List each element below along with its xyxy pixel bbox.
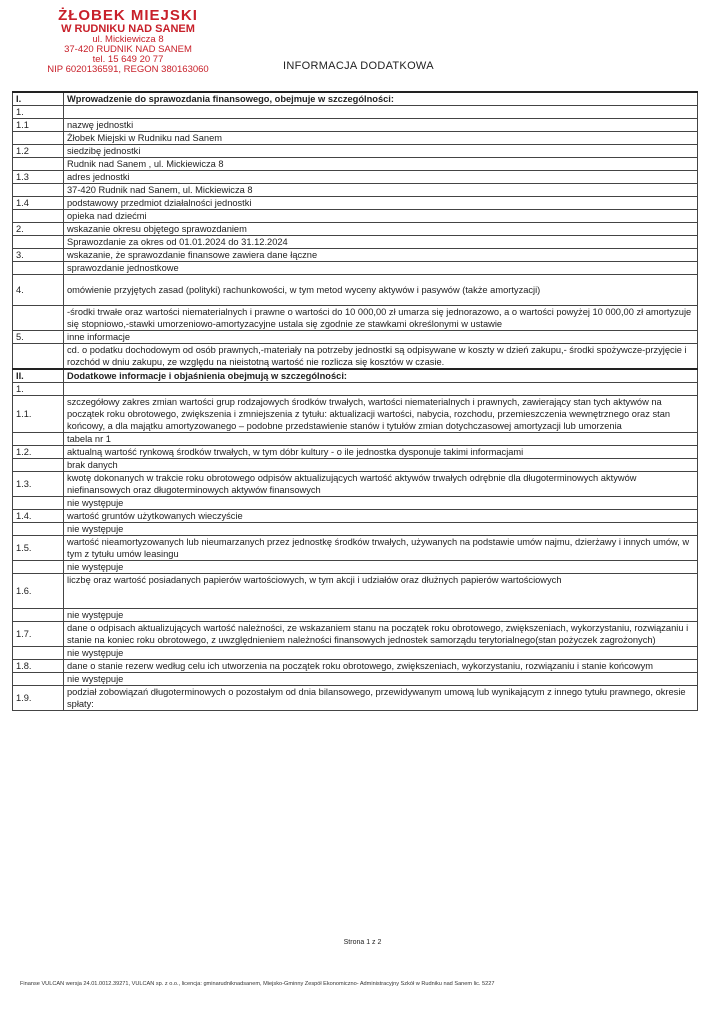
row-number (13, 523, 64, 536)
table-row (13, 92, 698, 106)
row-number: 1.7. (13, 622, 64, 647)
row-text: wartość nieamortyzowanych lub nieumarzanych przez jednostkę środków trwałych, używanych na podstawie umów najmu, dzierżawy i innych umów, w tym z tytułu umów leasingu (64, 536, 698, 561)
table-row (13, 510, 698, 523)
row-number: 1.4 (13, 197, 64, 210)
row-text: -środki trwałe oraz wartości niematerialnych i prawne o wartości do 10 000,00 zł umarza się jednorazowo, a o wartości powyżej 10 000,00 zł amortyzuje się stopniowo,-stawki umorzeniowo-amortyzacyjne ustala się zgodnie ze stawkami określonymi w ustawie (64, 306, 698, 331)
table-row (13, 459, 698, 472)
row-text: dane o odpisach aktualizujących wartość należności, ze wskazaniem stanu na początek roku obrotowego, zwiększeniach, wykorzystaniu, rozwiązaniu i stanie na koniec roku obrotowego, z uwzględnieniem należności finansowych jednostek samorządu terytorialnego(stan pożyczek zagrożonych) (64, 622, 698, 647)
row-number (13, 433, 64, 446)
row-text: aktualną wartość rynkową środków trwałych, w tym dóbr kultury - o ile jednostka dysponuje takimi informacjami (64, 446, 698, 459)
table-row (13, 497, 698, 510)
row-number (13, 184, 64, 197)
row-number (13, 132, 64, 145)
table-row (13, 574, 698, 609)
row-number (13, 236, 64, 249)
table-row (13, 472, 698, 497)
row-number: 4. (13, 275, 64, 306)
stamp-line-3: ul. Mickiewicza 8 (92, 34, 164, 45)
row-text: Żłobek Miejski w Rudniku nad Sanem (64, 132, 698, 145)
row-text: siedzibę jednostki (64, 145, 698, 158)
stamp-line-5: tel. 15 649 20 77 (92, 54, 164, 65)
information-table (12, 91, 698, 711)
row-text: wskazanie, że sprawozdanie finansowe zawiera dane łączne (64, 249, 698, 262)
table-row (13, 197, 698, 210)
stamp-line-2: W RUDNIKU NAD SANEM (61, 23, 195, 35)
table-row (13, 119, 698, 132)
row-number: 1.5. (13, 536, 64, 561)
table-row (13, 171, 698, 184)
row-text: liczbę oraz wartość posiadanych papierów wartościowych, w tym akcji i udziałów oraz dłużnych papierów wartościowych (64, 574, 698, 609)
table-row (13, 446, 698, 459)
row-text: cd. o podatku dochodowym od osób prawnych,-materiały na potrzeby jednostki są odpisywane w koszty w dzień zakupu,- środki spożywcze-przyjęcie i rozchód w dniu zakupu, ze względu na nieistotną wartość nie rozlicza się kosztów w czasie. (64, 344, 698, 370)
row-number: 1.3 (13, 171, 64, 184)
stamp-line-4: 37-420 RUDNIK NAD SANEM (64, 44, 192, 55)
table-row (13, 236, 698, 249)
table-row (13, 210, 698, 223)
row-number (13, 306, 64, 331)
row-text: Wprowadzenie do sprawozdania finansowego, obejmuje w szczególności: (64, 92, 698, 106)
row-text: opieka nad dziećmi (64, 210, 698, 223)
page-number: Strona 1 z 2 (343, 939, 382, 946)
row-number: 1.2. (13, 446, 64, 459)
row-text: sprawozdanie jednostkowe (64, 262, 698, 275)
table-row (13, 686, 698, 711)
table-row (13, 106, 698, 119)
row-number: 5. (13, 331, 64, 344)
table-row (13, 383, 698, 396)
row-number: 1.1. (13, 396, 64, 433)
stamp-line-1: ŻŁOBEK MIEJSKI (58, 7, 198, 24)
row-number: 1. (13, 383, 64, 396)
row-text: 37-420 Rudnik nad Sanem, ul. Mickiewicza 8 (64, 184, 698, 197)
row-number: 1.9. (13, 686, 64, 711)
table-row (13, 306, 698, 331)
table-row (13, 275, 698, 306)
table-row (13, 132, 698, 145)
row-text: Rudnik nad Sanem , ul. Mickiewicza 8 (64, 158, 698, 171)
table-row (13, 344, 698, 370)
table-row (13, 622, 698, 647)
row-text: Dodatkowe informacje i objaśnienia obejmują w szczególności: (64, 369, 698, 383)
table-row (13, 396, 698, 433)
row-text: nazwę jednostki (64, 119, 698, 132)
stamp-line-6: NIP 6020136591, REGON 380163060 (47, 64, 209, 75)
row-text: nie występuje (64, 497, 698, 510)
table-row (13, 249, 698, 262)
table-row (13, 673, 698, 686)
table-row (13, 561, 698, 574)
table-row (13, 158, 698, 171)
row-number (13, 262, 64, 275)
row-number (13, 459, 64, 472)
row-text: tabela nr 1 (64, 433, 698, 446)
row-text: nie występuje (64, 561, 698, 574)
row-number (13, 158, 64, 171)
table-row (13, 262, 698, 275)
row-number: I. (13, 92, 64, 106)
table-row (13, 223, 698, 236)
row-text (64, 383, 698, 396)
institution-stamp (28, 8, 228, 75)
row-text: brak danych (64, 459, 698, 472)
table-row (13, 660, 698, 673)
row-number: 1.8. (13, 660, 64, 673)
table-row (13, 369, 698, 383)
row-number: 1.4. (13, 510, 64, 523)
row-number (13, 344, 64, 370)
row-number: 1.1 (13, 119, 64, 132)
table-row (13, 536, 698, 561)
table-row (13, 145, 698, 158)
row-text: podstawowy przedmiot działalności jednostki (64, 197, 698, 210)
row-number (13, 609, 64, 622)
row-text: adres jednostki (64, 171, 698, 184)
row-text: nie występuje (64, 523, 698, 536)
row-text: szczegółowy zakres zmian wartości grup rodzajowych środków trwałych, wartości niematerialnych i prawnych, zawierający stan tych aktywów na początek roku obrotowego, zwiększenia i zmniejszenia z tytułu: aktualizacji wartości, nabycia, rozchodu, przemieszczenia wewnętrznego oraz stan końcowy, a dla majątku amortyzowanego – podobne przedstawienie stanów i tytułów zmian dotychczasowej amortyzacji lub umorzenia (64, 396, 698, 433)
row-number: II. (13, 369, 64, 383)
row-number: 1.3. (13, 472, 64, 497)
row-number (13, 561, 64, 574)
row-text: dane o stanie rezerw według celu ich utworzenia na początek roku obrotowego, zwiększeniach, wykorzystaniu, rozwiązaniu i stanie końcowym (64, 660, 698, 673)
row-number: 2. (13, 223, 64, 236)
row-text: inne informacje (64, 331, 698, 344)
row-text: kwotę dokonanych w trakcie roku obrotowego odpisów aktualizujących wartość aktywów trwałych odrębnie dla długoterminowych aktywów niefinansowych oraz długoterminowych aktywów finansowych (64, 472, 698, 497)
row-text: podział zobowiązań długoterminowych o pozostałym od dnia bilansowego, przewidywanym umową lub wynikającym z innego tytułu prawnego, okresie spłaty: (64, 686, 698, 711)
table-row (13, 523, 698, 536)
row-text (64, 106, 698, 119)
row-text: wartość gruntów użytkowanych wieczyście (64, 510, 698, 523)
table-row (13, 647, 698, 660)
row-number (13, 673, 64, 686)
row-number (13, 210, 64, 223)
row-number: 1.6. (13, 574, 64, 609)
table-body (13, 92, 698, 711)
table-row (13, 184, 698, 197)
table-row (13, 609, 698, 622)
table-row (13, 433, 698, 446)
row-text: omówienie przyjętych zasad (polityki) rachunkowości, w tym metod wyceny aktywów i pasywów (także amortyzacji) (64, 275, 698, 306)
software-footer: Finanse VULCAN wersja 24.01.0012.39271, VULCAN sp. z o.o., licencja: gminarudniknadsanem, Miejsko-Gminny Zespół Ekonomiczno- Administracyjny Szkół w Rudniku nad Sanem lic. 5227 (20, 981, 495, 987)
row-number (13, 647, 64, 660)
document-title: INFORMACJA DODATKOWA (283, 60, 434, 72)
row-number (13, 497, 64, 510)
row-text: nie występuje (64, 609, 698, 622)
row-text: nie występuje (64, 647, 698, 660)
row-text: nie występuje (64, 673, 698, 686)
row-text: wskazanie okresu objętego sprawozdaniem (64, 223, 698, 236)
table-row (13, 331, 698, 344)
row-number: 3. (13, 249, 64, 262)
row-number: 1.2 (13, 145, 64, 158)
row-text: Sprawozdanie za okres od 01.01.2024 do 31.12.2024 (64, 236, 698, 249)
row-number: 1. (13, 106, 64, 119)
